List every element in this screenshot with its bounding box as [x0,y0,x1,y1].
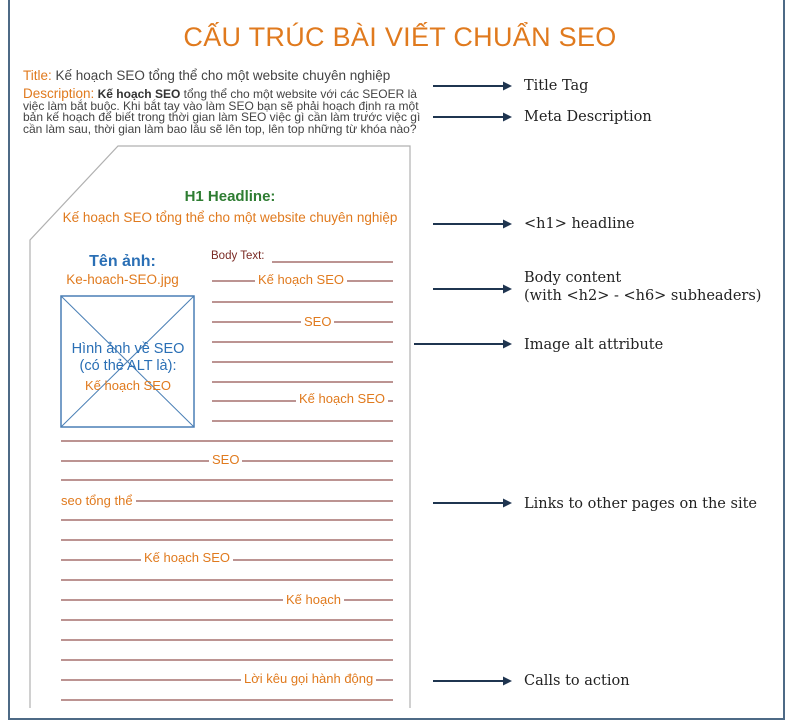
annotation-arrow-head [503,220,512,229]
image-alt-line2: (có thẻ ALT là): [79,358,177,374]
body-text-label: Body Text: [211,250,265,262]
meta-description-text: tổng thể cho một website với các SEOER là việc làm bắt buộc. Khi bắt tay vào làm SEO bạn sẽ phải hoạch định ra một bản kế hoạch để biết trong thời gian làm SEO việc gì cần làm trước việc gì cần làm sau, thời gian làm bao lâu sẽ lên top, lên top những từ khóa nào? [23,87,421,136]
annotation-h1-headline: <h1> headline [524,216,635,232]
annotation-arrow-head [503,82,512,91]
h1-label: H1 Headline: [184,188,276,205]
meta-title-label: Title: [23,68,52,83]
annotation-image-alt: Image alt attribute [524,337,664,353]
keyword-link: Kế hoạch SEO [255,273,347,287]
image-filename: Ke-hoach-SEO.jpg [66,272,179,287]
annotation-arrows [414,82,512,686]
annotation-arrow-head [503,285,512,294]
call-to-action: Lời kêu gọi hành động [241,672,376,686]
annotation-arrow-head [503,499,512,508]
annotation-arrow-head [503,340,512,349]
image-name-label: Tên ảnh: [89,253,156,270]
keyword-link: SEO [301,315,334,329]
annotation-title-tag: Title Tag [524,78,589,94]
keyword-link: Kế hoạch SEO [141,551,233,565]
annotation-arrow-head [503,677,512,686]
keyword-link: Kế hoạch SEO [296,392,388,406]
image-alt-line1: Hình ảnh về SEO [71,341,185,357]
page-title: CẤU TRÚC BÀI VIẾT CHUẨN SEO [183,22,617,52]
annotation-body-content [524,269,761,305]
meta-description-bold: Kế hoạch SEO [97,87,181,101]
keyword-link: seo tổng thể [58,494,136,508]
annotation-body-content-label: Body content [524,270,622,286]
image-alt-caption [60,341,196,375]
keyword-link: Kế hoạch [283,593,344,607]
annotation-calls-to-action: Calls to action [524,673,630,689]
annotation-internal-links: Links to other pages on the site [524,496,757,512]
meta-description-label: Description: [23,86,95,101]
image-alt-text: Kế hoạch SEO [85,378,171,393]
annotation-body-content-sub: (with <h2> - <h6> subheaders) [524,288,762,304]
meta-title-text: Kế hoạch SEO tổng thể cho một website chuyên nghiệp [55,68,391,83]
keyword-link: SEO [209,453,242,467]
annotation-arrow-head [503,113,512,122]
h1-text: Kế hoạch SEO tổng thể cho một website chuyên nghiệp [62,210,398,225]
annotation-meta-description: Meta Description [524,109,652,125]
